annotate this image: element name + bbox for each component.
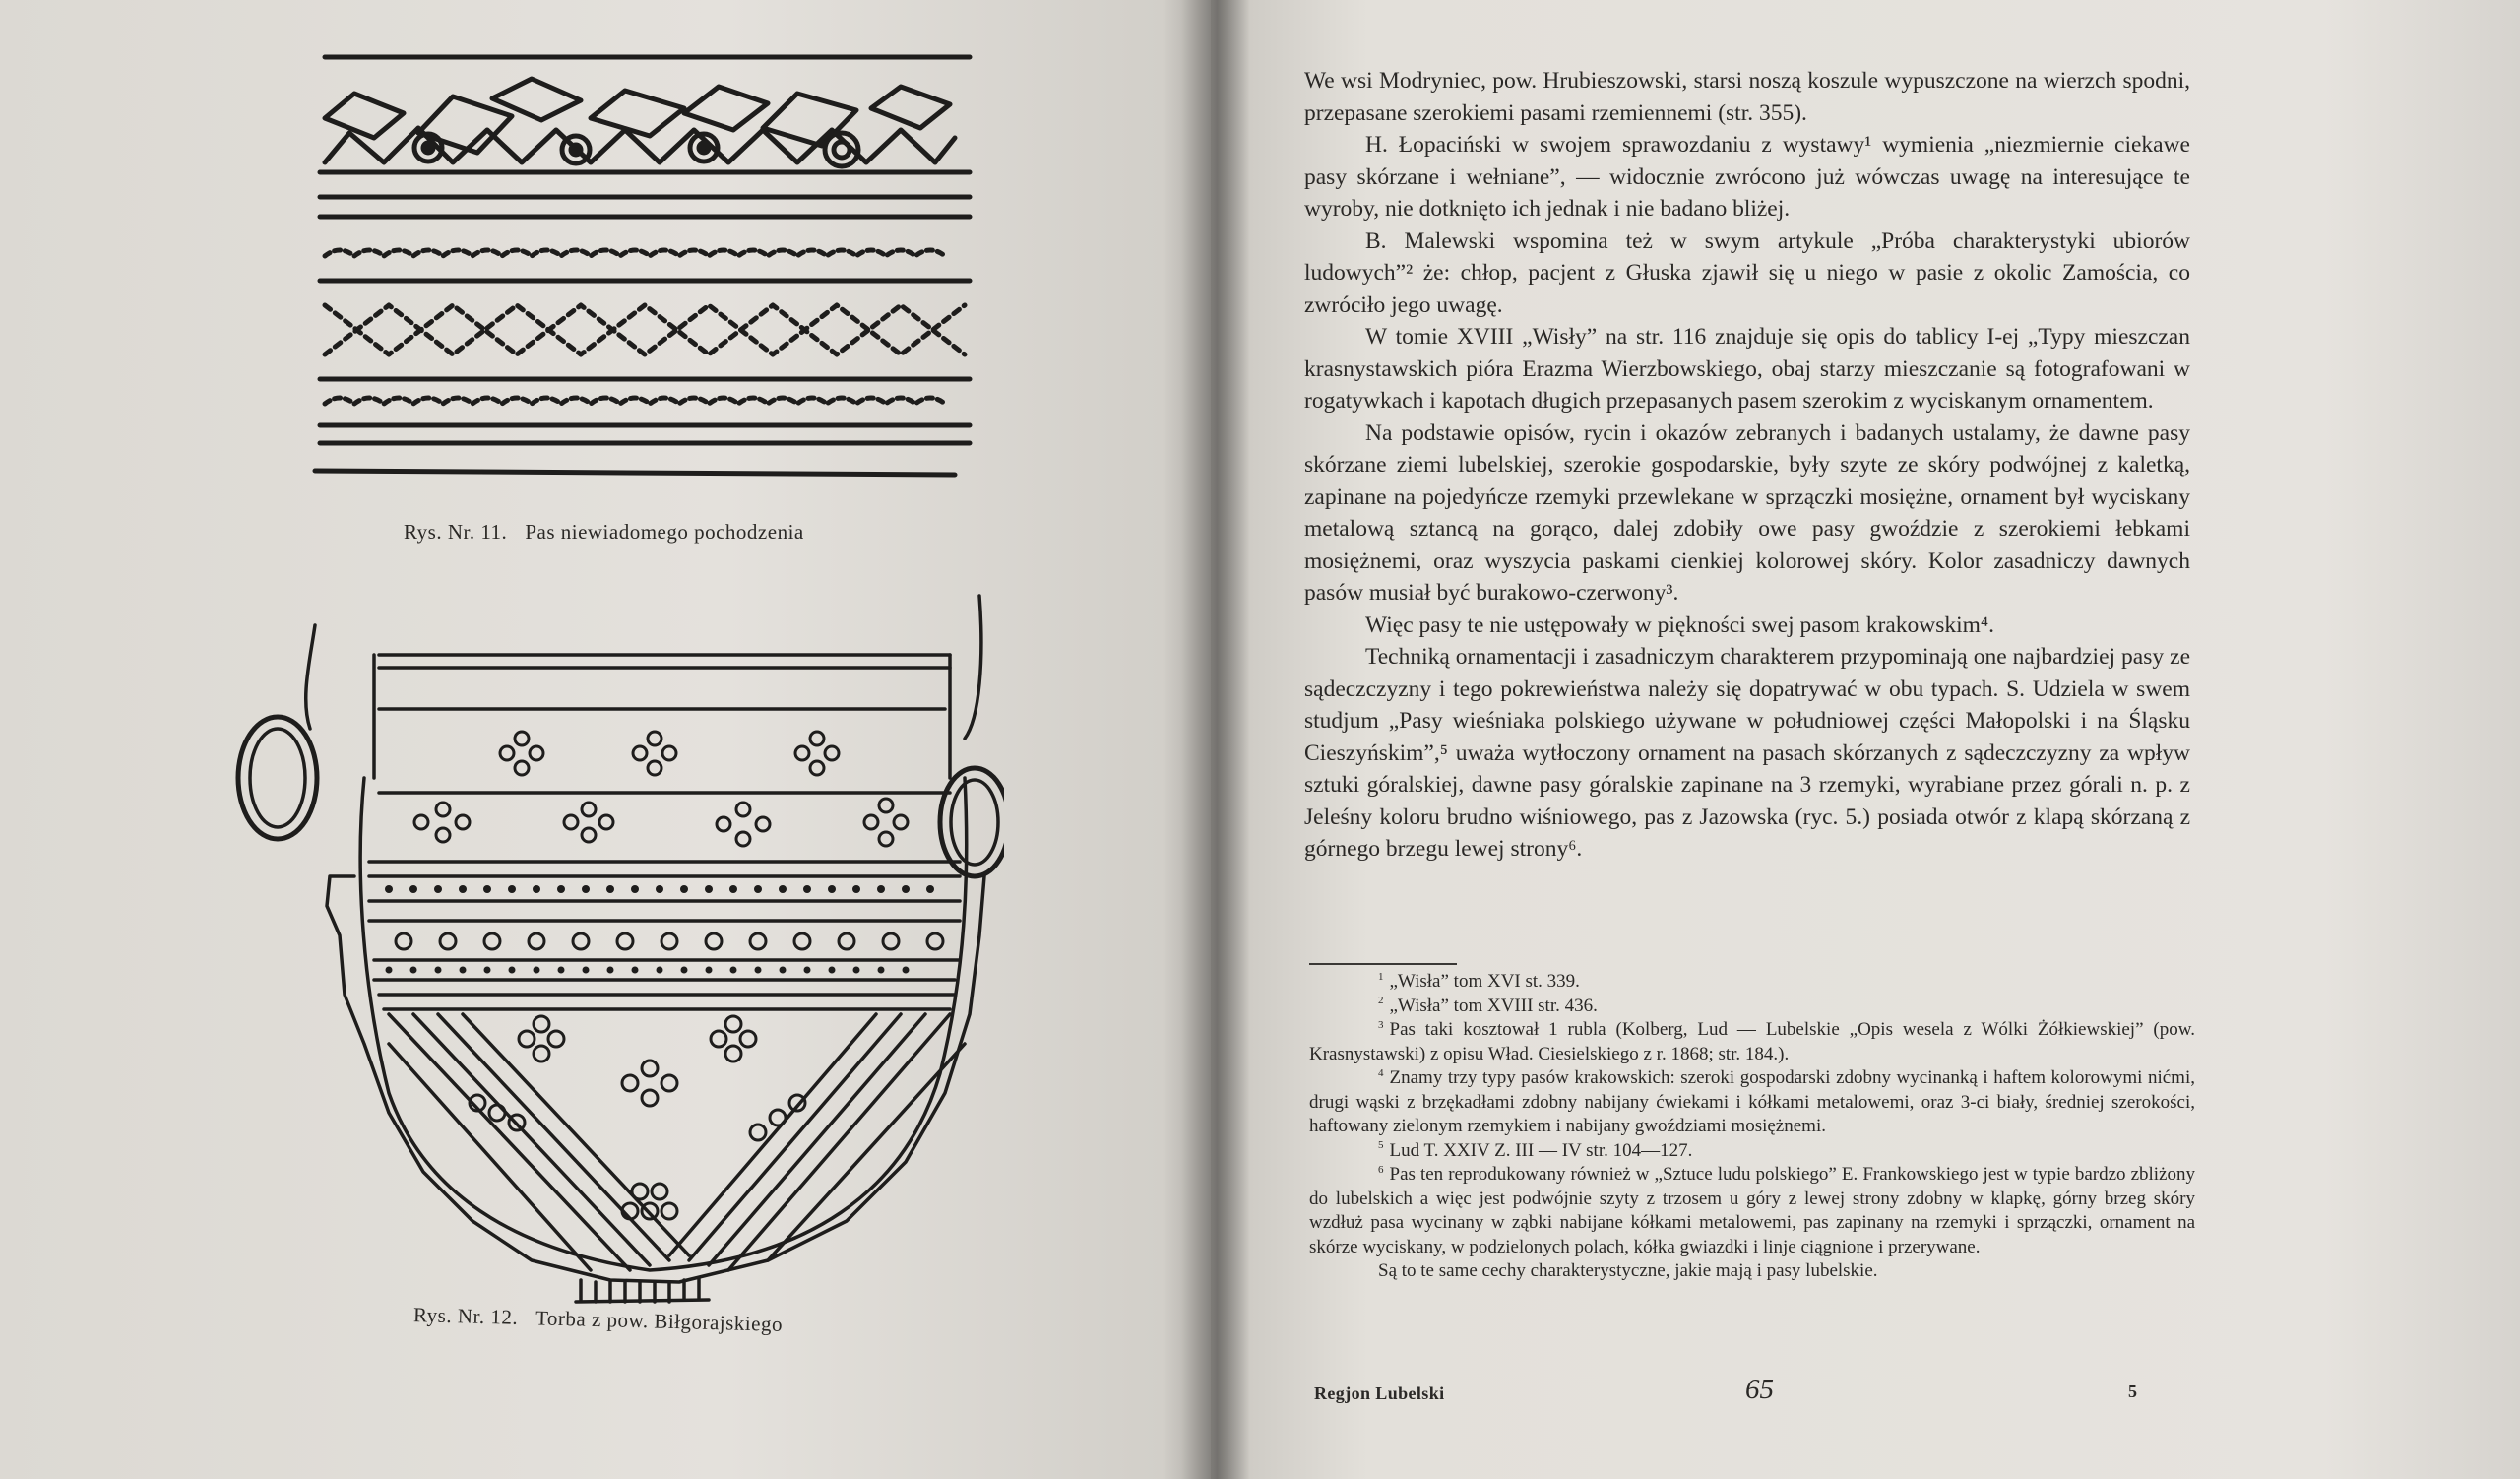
footnote-mark: 6 <box>1378 1163 1384 1176</box>
footnote-text: Pas taki kosztował 1 rubla (Kolberg, Lud — Lubelskie „Opis wesela z Wólki Żółkiewskiej” (pow. Krasnystawski) z opisu Wład. Ciesielskiego z r. 1868; str. 184.). <box>1309 1019 2195 1064</box>
paragraph: Więc pasy te nie ustępowały w piękności swej pasom krakowskim⁴. <box>1365 611 1994 638</box>
footnote-mark: 5 <box>1378 1139 1384 1152</box>
footnote <box>1309 970 2195 995</box>
footnote-text: Znamy trzy typy pasów krakowskich: szeroki gospodarski zdobny wycinanką i haftem kolorowymi nićmi, drugi wąski z brzękadłami zdobny nabijany ćwiekami i kółkami metalowemi, oraz 3-ci biały, średniej szerokości, haftowany zielonym rzemykiem i nabijany gwoździami mosiężnemi. <box>1309 1067 2195 1136</box>
main-text <box>1304 65 2190 866</box>
figure-11-caption <box>404 520 804 545</box>
footnote <box>1309 1018 2195 1066</box>
figure-11-number: Rys. Nr. 11. <box>404 520 508 544</box>
footnote-text: Pas ten reprodukowany również w „Sztuce ludu polskiego” E. Frankowskiego jest w typie bardzo zbliżony do lubelskich a więc jest podwójnie szyty z trzosem u góry z lewej strony zdobny w klapkę, górny brzeg skóry wzdłuż pasa wycinany w ząbki nabijane kółkami metalowemi, pas zapinany na rzemyki i sprzączki, ornament na skórze wyciskany, w podzielonych polach, kółka gwiazdki i linje ciągnione i przerywane. <box>1309 1164 2195 1257</box>
paragraph: Techniką ornamentacji i zasadniczym charakterem przypominają one najbardziej pasy ze sądeczczyzny i tego pokrewieństwa należy się dopatrywać w obu typach. S. Udziela w swem studjum „Pasy wieśniaka polskiego używane w południowej części Małopolski i na Śląsku Cieszyńskim”,⁵ uważa wytłoczony ornament na pasach skórzanych z sądeczczyzny za wpływ sztuki góralskiej, dawne pasy góralskie zapinane na 3 rzemyki, wyrabiane przez górali n. p. z Jeleśny koloru brudno wiśniowego, pas z Jazowska (ryc. 5.) posiada otwór z klapą skórzaną z górnego brzegu lewej strony⁶. <box>1304 644 2190 862</box>
footnote-text: „Wisła” tom XVI st. 339. <box>1389 971 1580 992</box>
running-footer-title: Regjon Lubelski <box>1314 1383 1445 1403</box>
footnote-text: „Wisła” tom XVIII str. 436. <box>1389 995 1598 1016</box>
footnote <box>1309 995 2195 1019</box>
paragraph: Na podstawie opisów, rycin i okazów zebranych i badanych ustalamy, że dawne pasy skórzane ziemi lubelskiej, szerokie gospodarskie, były szyte ze skóry podwójnej z kaletką, zapinane na pojedyńcze rzemyki przewlekane w sprzączki mosiężne, ornament był wyciskany metalową sztancą na gorąco, dalej zdobiły owe pasy gwoździe z szerokiemi łebkami mosiężnemi, oraz wyszycia paskami cienkiej kolorowej skóry. Kolor zasadniczy dawnych pasów musiał być burakowo-czerwony³. <box>1304 419 2190 606</box>
book-gutter <box>1181 0 1250 1479</box>
paragraph: We wsi Modryniec, pow. Hrubieszowski, starsi noszą koszule wypuszczone na wierzch spodni, przepasane szerokiemi pasami rzemiennemi (str. 355). <box>1304 68 2190 126</box>
closing-line: Są to te same cechy charakterystyczne, jakie mają i pasy lubelskie. <box>1378 1260 1878 1281</box>
figure-12-number: Rys. Nr. 12. <box>412 1303 519 1329</box>
figure-12-bag-drawing <box>217 581 1004 1310</box>
paragraph: H. Łopaciński w swojem sprawozdaniu z wystawy¹ wymienia „niezmiernie ciekawe pasy skórzane i wełniane”, — widocznie zwrócono już wówczas uwagę na interesujące te wyroby, nie dotknięto ich jednak i nie badano bliżej. <box>1304 132 2190 222</box>
paragraph: B. Malewski wspomina też w swym artykule „Próba charakterystyki ubiorów ludowych”² że: chłop, pacjent z Głuska zjawił się u niego w pasie z okolic Zamościa, co zwróciło jego uwagę. <box>1304 227 2190 318</box>
footnote-divider <box>1309 963 1457 965</box>
figure-11-title: Pas niewiadomego pochodzenia <box>525 520 804 544</box>
footnote-mark: 2 <box>1378 995 1384 1007</box>
paragraph: W tomie XVIII „Wisły” na str. 116 znajduje się opis do tablicy I-ej „Typy mieszczan krasnystawskich pióra Erazma Wierzbowskiego, obaj starzy mieszczanie są fotografowani w rogatywkach i kapotach długich przepasanych pasem szerokim z wyciskanym ornamentem. <box>1304 324 2190 414</box>
footnote <box>1309 1139 2195 1164</box>
figure-12-title: Torba z pow. Biłgorajskiego <box>535 1306 784 1336</box>
page-number: 65 <box>1745 1374 1774 1405</box>
footnote-mark: 3 <box>1378 1018 1384 1031</box>
footnote-mark: 1 <box>1378 970 1384 983</box>
printer-signature: 5 <box>2128 1382 2137 1401</box>
footnote <box>1309 1163 2195 1259</box>
footnote-mark: 4 <box>1378 1066 1384 1079</box>
figure-11-belt-ornament <box>295 39 984 482</box>
footnote-text: Lud T. XXIV Z. III — IV str. 104—127. <box>1389 1139 1693 1161</box>
footnotes <box>1309 970 2195 1284</box>
footnote <box>1309 1066 2195 1139</box>
